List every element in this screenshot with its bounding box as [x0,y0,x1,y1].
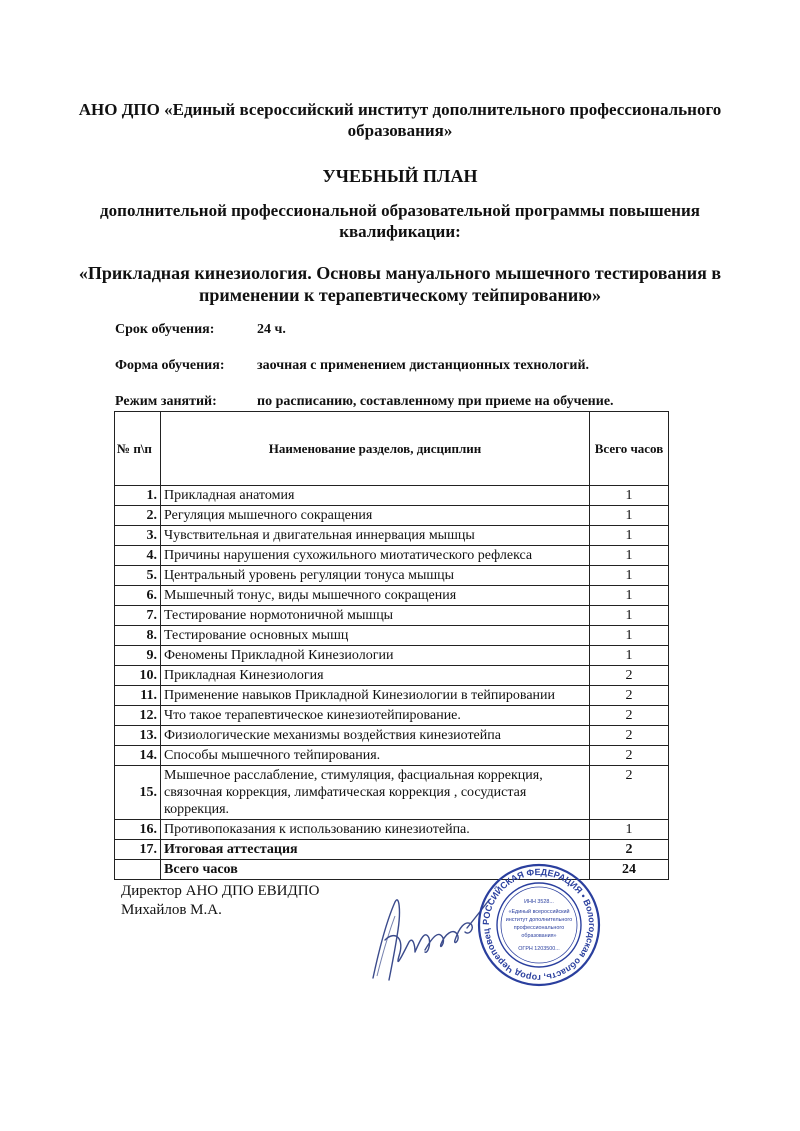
seal-line: «Единый всероссийский [508,909,570,915]
row-number: 12. [115,706,161,726]
row-number: 4. [115,546,161,566]
total-number [115,860,161,880]
seal-line: образования» [521,933,557,939]
row-number: 2. [115,506,161,526]
header-number: № п\п [115,412,161,486]
row-hours: 2 [590,706,669,726]
row-hours: 1 [590,526,669,546]
director-name: Михайлов М.А. [121,902,222,918]
signature-block [121,882,319,920]
row-name: Тестирование нормотоничной мышцы [161,606,590,626]
table-row [115,506,669,526]
row-name: Противопоказания к использованию кинезиотейпа. [161,820,590,840]
row-number: 3. [115,526,161,546]
row-number: 7. [115,606,161,626]
row-number: 17. [115,840,161,860]
mode-line [115,394,614,410]
header-name: Наименование разделов, дисциплин [161,412,590,486]
table-row [115,586,669,606]
form-label: Форма обучения: [115,358,225,373]
total-hours: 24 [590,860,669,880]
row-hours: 2 [590,840,669,860]
row-hours: 1 [590,820,669,840]
document-subtitle: дополнительной профессиональной образовательной программы повышения квалификации: [100,201,700,241]
row-hours: 1 [590,506,669,526]
row-number: 16. [115,820,161,840]
row-number: 8. [115,626,161,646]
duration-line [115,322,286,338]
row-number: 15. [115,766,161,820]
row-number: 13. [115,726,161,746]
form-line [115,358,590,374]
row-hours: 1 [590,546,669,566]
table-row [115,686,669,706]
row-number: 5. [115,566,161,586]
row-hours: 2 [590,726,669,746]
row-hours: 1 [590,626,669,646]
table-row [115,646,669,666]
seal-line: ОГРН 1203500... [518,946,560,952]
seal-line: профессионального [513,925,565,931]
row-hours: 1 [590,606,669,626]
table-row [115,486,669,506]
row-name: Тестирование основных мышц [161,626,590,646]
row-number: 11. [115,686,161,706]
row-name: Применение навыков Прикладной Кинезиологии в тейпировании [161,686,590,706]
row-hours: 1 [590,566,669,586]
row-hours: 2 [590,686,669,706]
row-name: Чувствительная и двигательная иннервация мышцы [161,526,590,546]
curriculum-table [114,411,669,880]
organization-title: АНО ДПО «Единый всероссийский институт дополнительного профессионального образования» [78,100,722,140]
row-name: Мышечное расслабление, стимуляция, фасциальная коррекция, связочная коррекция, лимфатическая коррекция , сосудистая коррекция. [161,766,590,820]
row-hours: 1 [590,646,669,666]
row-name: Центральный уровень регуляции тонуса мышцы [161,566,590,586]
row-name: Прикладная Кинезиология [161,666,590,686]
table-row [115,746,669,766]
row-name: Физиологические механизмы воздействия кинезиотейпа [161,726,590,746]
row-hours: 2 [590,746,669,766]
seal-line: ИНН 3528... [524,899,554,905]
mode-label: Режим занятий: [115,394,217,409]
table-row [115,706,669,726]
row-hours: 2 [590,766,669,820]
row-number: 9. [115,646,161,666]
document-title: УЧЕБНЫЙ ПЛАН [322,166,478,186]
row-name: Итоговая аттестация [161,840,590,860]
mode-value: по расписанию, составленному при приеме на обучение. [257,394,614,409]
row-name: Регуляция мышечного сокращения [161,506,590,526]
table-row [115,726,669,746]
row-name: Способы мышечного тейпирования. [161,746,590,766]
row-name: Мышечный тонус, виды мышечного сокращения [161,586,590,606]
table-row [115,566,669,586]
row-number: 1. [115,486,161,506]
total-label: Всего часов [161,860,590,880]
row-name: Что такое терапевтическое кинезиотейпирование. [161,706,590,726]
director-position: Директор АНО ДПО ЕВИДПО [121,883,320,899]
row-name: Прикладная анатомия [161,486,590,506]
header-hours: Всего часов [590,412,669,486]
row-name: Причины нарушения сухожильного миотатического рефлекса [161,546,590,566]
official-seal-icon [474,862,604,988]
table-row [115,546,669,566]
row-hours: 1 [590,586,669,606]
seal-outer-text: РОССИЙСКАЯ ФЕДЕРАЦИЯ • Вологодская область, город Череповец [480,866,598,984]
duration-label: Срок обучения: [115,322,215,337]
seal-line: институт дополнительного [505,917,573,923]
row-number: 6. [115,586,161,606]
row-number: 14. [115,746,161,766]
row-hours: 2 [590,666,669,686]
table-row [115,526,669,546]
program-title: «Прикладная кинезиология. Основы мануального мышечного тестирования в применении к терапевтическому тейпированию» [78,263,722,305]
table-row [115,606,669,626]
table-row [115,820,669,840]
row-number: 10. [115,666,161,686]
table-row [115,666,669,686]
form-value: заочная с применением дистанционных технологий. [257,358,590,373]
duration-value: 24 ч. [257,322,286,337]
table-header-row [115,412,669,486]
table-row [115,766,669,820]
row-name: Феномены Прикладной Кинезиологии [161,646,590,666]
table-row [115,840,669,860]
table-row [115,626,669,646]
row-hours: 1 [590,486,669,506]
